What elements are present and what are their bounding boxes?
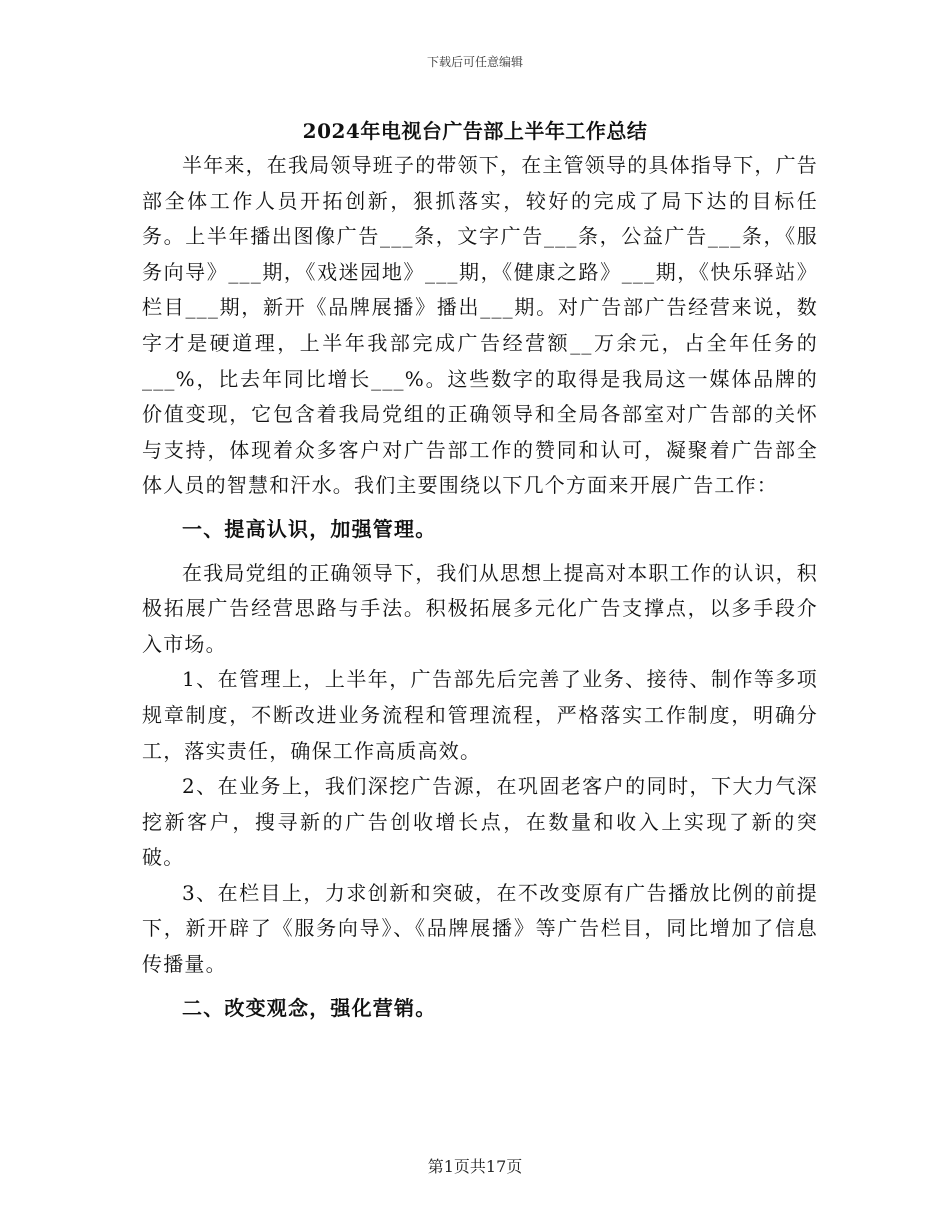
document-title: 2024年电视台广告部上半年工作总结 bbox=[302, 119, 648, 143]
intro-paragraph: 半年来，在我局领导班子的带领下，在主管领导的具体指导下，广告部全体工作人员开拓创新，狠抓落实，较好的完成了局下达的目标任务。上半年播出图像广告___条，文字广告___条，公益广告___条，《服务向导》___期，《戏迷园地》___期，《健康之路》___期，《快乐驿站》栏目___期，新开《品牌展播》播出___期。对广告部广告经营来说，数字才是硬道理，上半年我部完成广告经营额__万余元，占全年任务的___%，比去年同比增长___%。这些数字的取得是我局这一媒体品牌的价值变现，它包含着我局党组的正确领导和全局各部室对广告部的关怀与支持，体现着众多客户对广告部工作的赞同和认可，凝聚着广告部全体人员的智慧和汗水。我们主要围绕以下几个方面来开展广告工作： bbox=[142, 153, 818, 498]
section-1-paragraph: 在我局党组的正确领导下，我们从思想上提高对本职工作的认识，积极拓展广告经营思路与手法。积极拓展多元化广告支撑点，以多手段介入市场。 bbox=[142, 560, 818, 656]
header-note: 下载后可任意编辑 bbox=[426, 55, 523, 69]
section-heading-1: 一、提高认识，加强管理。 bbox=[182, 516, 437, 541]
item-3-paragraph: 3、在栏目上，力求创新和突破，在不改变原有广告播放比例的前提下，新开辟了《服务向导》、《品牌展播》等广告栏目，同比增加了信息传播量。 bbox=[142, 880, 818, 977]
document-body bbox=[142, 148, 818, 1034]
page-number: 第1页共17页 bbox=[427, 1157, 523, 1176]
item-2-paragraph: 2、在业务上，我们深挖广告源，在巩固老客户的同时，下大力气深挖新客户，搜寻新的广告创收增长点，在数量和收入上实现了新的突破。 bbox=[142, 774, 818, 870]
section-heading-2: 二、改变观念，强化营销。 bbox=[182, 995, 437, 1020]
item-1-paragraph: 1、在管理上，上半年，广告部先后完善了业务、接待、制作等多项规章制度，不断改进业务流程和管理流程，严格落实工作制度，明确分工，落实责任，确保工作高质高效。 bbox=[142, 667, 818, 763]
